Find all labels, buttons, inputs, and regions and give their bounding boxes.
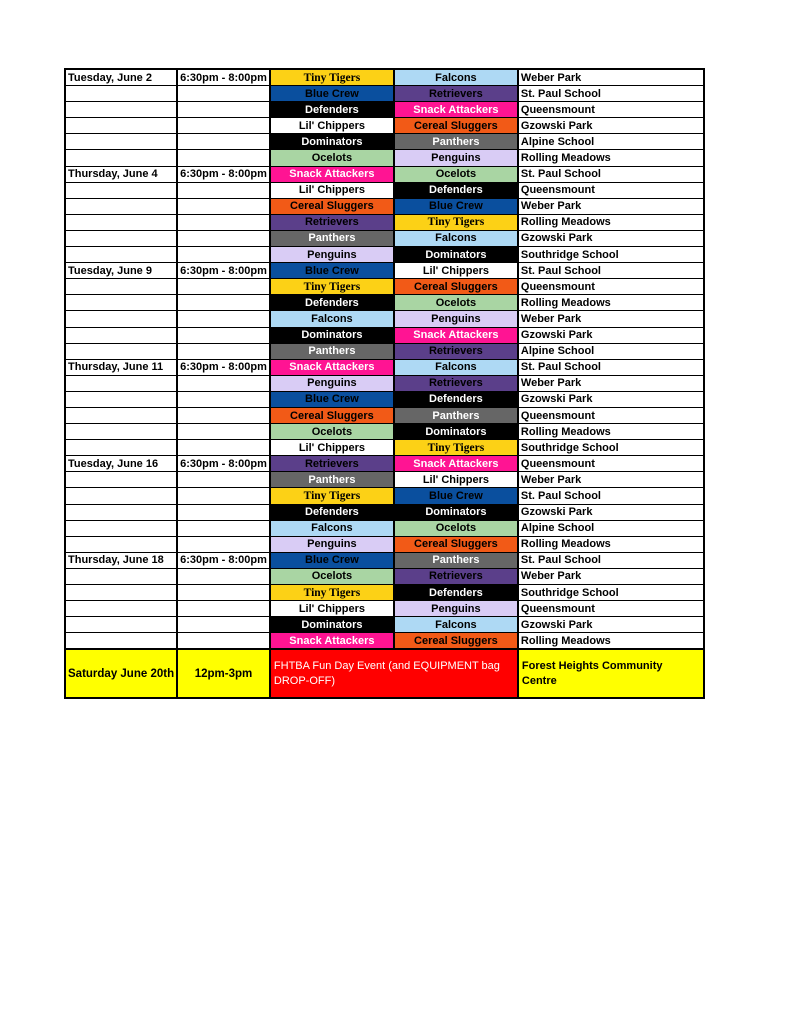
game-row <box>65 633 704 650</box>
game-location: Gzowski Park <box>518 391 704 407</box>
home-team: Falcons <box>270 520 394 536</box>
game-time <box>177 343 270 359</box>
away-team: Penguins <box>394 601 518 617</box>
game-location: Weber Park <box>518 472 704 488</box>
away-team: Cereal Sluggers <box>394 633 518 650</box>
game-row <box>65 375 704 391</box>
home-team: Dominators <box>270 134 394 150</box>
game-row <box>65 585 704 601</box>
game-date <box>65 504 177 520</box>
away-team: Cereal Sluggers <box>394 118 518 134</box>
game-location: Queensmount <box>518 102 704 118</box>
game-time <box>177 617 270 633</box>
schedule-body <box>65 69 704 649</box>
game-date <box>65 536 177 552</box>
game-location: Southridge School <box>518 247 704 263</box>
game-row <box>65 295 704 311</box>
game-time: 6:30pm - 8:00pm <box>177 263 270 279</box>
game-row <box>65 424 704 440</box>
game-location: Alpine School <box>518 343 704 359</box>
game-location: Queensmount <box>518 279 704 295</box>
home-team: Lil' Chippers <box>270 182 394 198</box>
away-team: Cereal Sluggers <box>394 279 518 295</box>
game-row <box>65 86 704 102</box>
game-location: Southridge School <box>518 585 704 601</box>
home-team: Cereal Sluggers <box>270 407 394 423</box>
game-location: Gzowski Park <box>518 327 704 343</box>
game-time: 6:30pm - 8:00pm <box>177 69 270 86</box>
game-date <box>65 601 177 617</box>
away-team: Falcons <box>394 69 518 86</box>
game-date <box>65 617 177 633</box>
game-date <box>65 86 177 102</box>
game-row <box>65 552 704 568</box>
home-team: Ocelots <box>270 424 394 440</box>
game-location: Weber Park <box>518 311 704 327</box>
game-row <box>65 247 704 263</box>
game-time <box>177 311 270 327</box>
game-location: Weber Park <box>518 375 704 391</box>
game-row <box>65 488 704 504</box>
event-date: Saturday June 20th <box>65 649 177 698</box>
game-location: Queensmount <box>518 456 704 472</box>
away-team: Falcons <box>394 617 518 633</box>
game-time <box>177 391 270 407</box>
game-location: Rolling Meadows <box>518 214 704 230</box>
away-team: Falcons <box>394 230 518 246</box>
home-team: Blue Crew <box>270 263 394 279</box>
game-date <box>65 440 177 456</box>
home-team: Snack Attackers <box>270 359 394 375</box>
game-location: Rolling Meadows <box>518 424 704 440</box>
game-date <box>65 488 177 504</box>
game-date: Tuesday, June 9 <box>65 263 177 279</box>
game-date <box>65 214 177 230</box>
home-team: Lil' Chippers <box>270 601 394 617</box>
game-date <box>65 407 177 423</box>
away-team: Dominators <box>394 247 518 263</box>
event-row <box>65 649 704 698</box>
game-location: Southridge School <box>518 440 704 456</box>
game-row <box>65 311 704 327</box>
game-date <box>65 247 177 263</box>
game-row <box>65 182 704 198</box>
away-team: Dominators <box>394 424 518 440</box>
home-team: Panthers <box>270 472 394 488</box>
away-team: Retrievers <box>394 375 518 391</box>
home-team: Tiny Tigers <box>270 69 394 86</box>
game-row <box>65 536 704 552</box>
event-section <box>65 649 704 698</box>
game-row <box>65 343 704 359</box>
game-time <box>177 198 270 214</box>
game-date <box>65 520 177 536</box>
game-time <box>177 504 270 520</box>
game-row <box>65 601 704 617</box>
home-team: Tiny Tigers <box>270 585 394 601</box>
game-date <box>65 585 177 601</box>
game-time <box>177 214 270 230</box>
game-date <box>65 343 177 359</box>
game-date <box>65 182 177 198</box>
away-team: Snack Attackers <box>394 456 518 472</box>
home-team: Dominators <box>270 617 394 633</box>
game-time <box>177 536 270 552</box>
away-team: Lil' Chippers <box>394 472 518 488</box>
away-team: Snack Attackers <box>394 327 518 343</box>
game-date <box>65 633 177 650</box>
game-row <box>65 520 704 536</box>
game-location: Rolling Meadows <box>518 295 704 311</box>
game-row <box>65 456 704 472</box>
game-time <box>177 118 270 134</box>
game-time <box>177 102 270 118</box>
away-team: Tiny Tigers <box>394 214 518 230</box>
game-location: St. Paul School <box>518 552 704 568</box>
game-date <box>65 295 177 311</box>
away-team: Penguins <box>394 311 518 327</box>
game-date <box>65 375 177 391</box>
game-location: Gzowski Park <box>518 617 704 633</box>
home-team: Lil' Chippers <box>270 440 394 456</box>
game-date <box>65 311 177 327</box>
home-team: Ocelots <box>270 568 394 584</box>
game-location: Rolling Meadows <box>518 536 704 552</box>
game-time <box>177 230 270 246</box>
away-team: Falcons <box>394 359 518 375</box>
game-location: St. Paul School <box>518 263 704 279</box>
game-row <box>65 407 704 423</box>
game-date <box>65 279 177 295</box>
home-team: Retrievers <box>270 214 394 230</box>
game-row <box>65 166 704 182</box>
game-time <box>177 440 270 456</box>
game-row <box>65 472 704 488</box>
game-date: Thursday, June 4 <box>65 166 177 182</box>
game-row <box>65 391 704 407</box>
away-team: Defenders <box>394 182 518 198</box>
game-date: Thursday, June 11 <box>65 359 177 375</box>
game-location: St. Paul School <box>518 359 704 375</box>
game-row <box>65 327 704 343</box>
home-team: Penguins <box>270 375 394 391</box>
game-time <box>177 86 270 102</box>
away-team: Retrievers <box>394 86 518 102</box>
game-row <box>65 150 704 166</box>
away-team: Panthers <box>394 134 518 150</box>
game-location: Alpine School <box>518 134 704 150</box>
game-time: 6:30pm - 8:00pm <box>177 359 270 375</box>
game-location: St. Paul School <box>518 166 704 182</box>
game-date <box>65 198 177 214</box>
away-team: Snack Attackers <box>394 102 518 118</box>
game-row <box>65 69 704 86</box>
game-row <box>65 134 704 150</box>
away-team: Cereal Sluggers <box>394 536 518 552</box>
game-time <box>177 182 270 198</box>
away-team: Tiny Tigers <box>394 440 518 456</box>
game-row <box>65 617 704 633</box>
game-row <box>65 198 704 214</box>
game-time <box>177 472 270 488</box>
game-row <box>65 359 704 375</box>
home-team: Dominators <box>270 327 394 343</box>
game-time <box>177 279 270 295</box>
game-row <box>65 504 704 520</box>
home-team: Snack Attackers <box>270 633 394 650</box>
game-date <box>65 118 177 134</box>
game-location: Queensmount <box>518 407 704 423</box>
game-date <box>65 391 177 407</box>
away-team: Blue Crew <box>394 488 518 504</box>
home-team: Panthers <box>270 230 394 246</box>
game-time <box>177 488 270 504</box>
game-time <box>177 375 270 391</box>
home-team: Defenders <box>270 102 394 118</box>
away-team: Lil' Chippers <box>394 263 518 279</box>
away-team: Dominators <box>394 504 518 520</box>
home-team: Blue Crew <box>270 552 394 568</box>
away-team: Defenders <box>394 391 518 407</box>
game-date <box>65 230 177 246</box>
game-date <box>65 568 177 584</box>
home-team: Tiny Tigers <box>270 279 394 295</box>
game-date: Thursday, June 18 <box>65 552 177 568</box>
event-description: FHTBA Fun Day Event (and EQUIPMENT bag DROP-OFF) <box>270 649 518 698</box>
game-location: Gzowski Park <box>518 118 704 134</box>
game-time <box>177 150 270 166</box>
game-time <box>177 247 270 263</box>
home-team: Panthers <box>270 343 394 359</box>
home-team: Penguins <box>270 536 394 552</box>
away-team: Ocelots <box>394 520 518 536</box>
game-time: 6:30pm - 8:00pm <box>177 552 270 568</box>
game-time <box>177 520 270 536</box>
game-location: St. Paul School <box>518 86 704 102</box>
game-date <box>65 102 177 118</box>
away-team: Panthers <box>394 407 518 423</box>
game-date <box>65 424 177 440</box>
home-team: Defenders <box>270 504 394 520</box>
game-time <box>177 633 270 650</box>
home-team: Lil' Chippers <box>270 118 394 134</box>
game-row <box>65 214 704 230</box>
game-location: Gzowski Park <box>518 230 704 246</box>
game-row <box>65 568 704 584</box>
game-location: Queensmount <box>518 182 704 198</box>
away-team: Penguins <box>394 150 518 166</box>
game-time <box>177 295 270 311</box>
game-date <box>65 327 177 343</box>
game-time <box>177 424 270 440</box>
home-team: Falcons <box>270 311 394 327</box>
game-location: Gzowski Park <box>518 504 704 520</box>
game-date <box>65 134 177 150</box>
game-location: Weber Park <box>518 69 704 86</box>
game-date <box>65 472 177 488</box>
game-date: Tuesday, June 16 <box>65 456 177 472</box>
game-location: Rolling Meadows <box>518 150 704 166</box>
home-team: Blue Crew <box>270 86 394 102</box>
game-row <box>65 118 704 134</box>
game-row <box>65 263 704 279</box>
game-row <box>65 230 704 246</box>
game-time <box>177 407 270 423</box>
game-location: Weber Park <box>518 198 704 214</box>
game-location: Weber Park <box>518 568 704 584</box>
away-team: Blue Crew <box>394 198 518 214</box>
game-location: Rolling Meadows <box>518 633 704 650</box>
away-team: Ocelots <box>394 166 518 182</box>
schedule-table <box>64 68 705 699</box>
home-team: Penguins <box>270 247 394 263</box>
game-time <box>177 568 270 584</box>
game-row <box>65 440 704 456</box>
home-team: Tiny Tigers <box>270 488 394 504</box>
home-team: Snack Attackers <box>270 166 394 182</box>
event-time: 12pm-3pm <box>177 649 270 698</box>
away-team: Retrievers <box>394 568 518 584</box>
game-location: Alpine School <box>518 520 704 536</box>
home-team: Cereal Sluggers <box>270 198 394 214</box>
away-team: Panthers <box>394 552 518 568</box>
game-time: 6:30pm - 8:00pm <box>177 166 270 182</box>
away-team: Retrievers <box>394 343 518 359</box>
home-team: Retrievers <box>270 456 394 472</box>
away-team: Ocelots <box>394 295 518 311</box>
game-location: St. Paul School <box>518 488 704 504</box>
game-time <box>177 601 270 617</box>
home-team: Blue Crew <box>270 391 394 407</box>
game-row <box>65 279 704 295</box>
game-date <box>65 150 177 166</box>
game-row <box>65 102 704 118</box>
game-time <box>177 327 270 343</box>
game-time <box>177 134 270 150</box>
game-time <box>177 585 270 601</box>
event-location: Forest Heights Community Centre <box>518 649 704 698</box>
game-time: 6:30pm - 8:00pm <box>177 456 270 472</box>
game-location: Queensmount <box>518 601 704 617</box>
game-date: Tuesday, June 2 <box>65 69 177 86</box>
home-team: Ocelots <box>270 150 394 166</box>
home-team: Defenders <box>270 295 394 311</box>
away-team: Defenders <box>394 585 518 601</box>
